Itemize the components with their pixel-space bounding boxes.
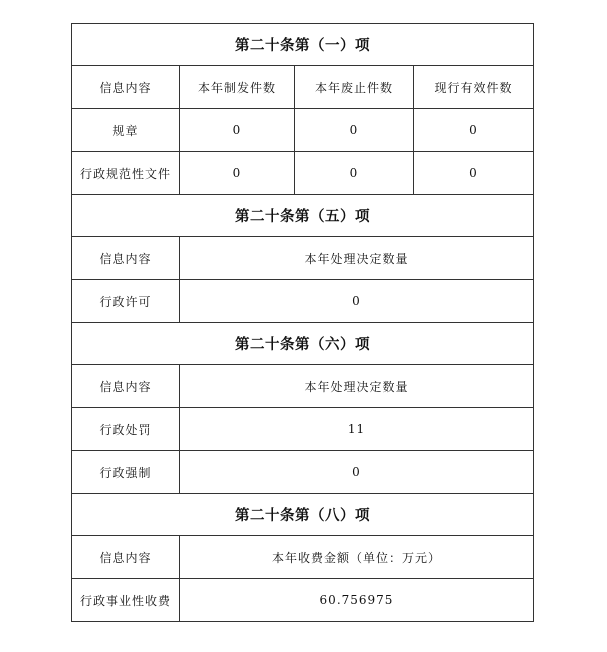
table-row (72, 109, 534, 152)
value-cell: 0 (180, 451, 534, 494)
section-header-row (72, 494, 534, 536)
row-label: 规章 (72, 109, 180, 152)
value-cell: 11 (180, 408, 534, 451)
value-cell: 0 (295, 109, 414, 152)
row-label: 行政强制 (72, 451, 180, 494)
value-cell: 0 (414, 152, 534, 195)
header-cell: 本年废止件数 (295, 66, 414, 109)
header-cell: 现行有效件数 (414, 66, 534, 109)
section-title: 第二十条第（八）项 (72, 494, 534, 536)
row-label: 行政处罚 (72, 408, 180, 451)
section-header-row (72, 24, 534, 66)
section-title: 第二十条第（一）项 (72, 24, 534, 66)
table-row (72, 280, 534, 323)
value-cell: 60.756975 (180, 579, 534, 622)
value-cell: 0 (180, 280, 534, 323)
row-label: 行政事业性收费 (72, 579, 180, 622)
section-header-row (72, 195, 534, 237)
section-header-row (72, 323, 534, 365)
header-cell: 本年制发件数 (180, 66, 295, 109)
table-row (72, 451, 534, 494)
table-row (72, 408, 534, 451)
column-header-row (72, 365, 534, 408)
header-cell: 本年处理决定数量 (180, 365, 534, 408)
column-header-row (72, 536, 534, 579)
value-cell: 0 (180, 109, 295, 152)
value-cell: 0 (414, 109, 534, 152)
row-label: 行政规范性文件 (72, 152, 180, 195)
row-label: 行政许可 (72, 280, 180, 323)
column-header-row (72, 237, 534, 280)
table-row (72, 152, 534, 195)
header-cell: 信息内容 (72, 536, 180, 579)
column-header-row (72, 66, 534, 109)
header-cell: 本年收费金额（单位：万元） (180, 536, 534, 579)
table-row (72, 579, 534, 622)
section-title: 第二十条第（五）项 (72, 195, 534, 237)
header-cell: 信息内容 (72, 237, 180, 280)
value-cell: 0 (295, 152, 414, 195)
disclosure-table (71, 23, 534, 622)
section-title: 第二十条第（六）项 (72, 323, 534, 365)
header-cell: 本年处理决定数量 (180, 237, 534, 280)
header-cell: 信息内容 (72, 66, 180, 109)
header-cell: 信息内容 (72, 365, 180, 408)
value-cell: 0 (180, 152, 295, 195)
